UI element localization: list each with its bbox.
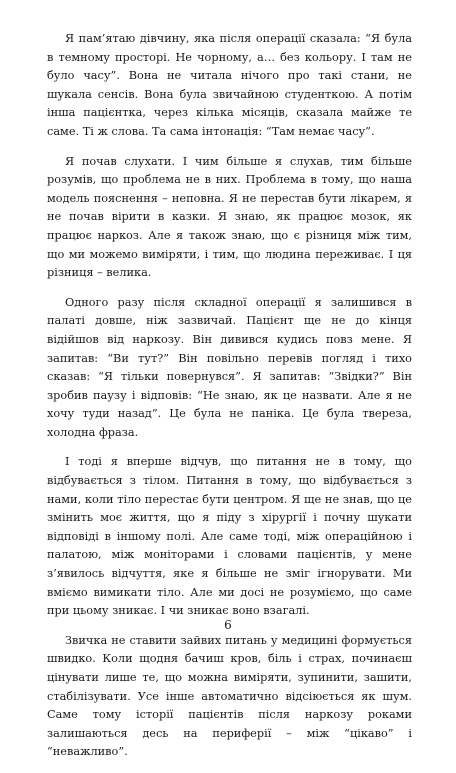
- paragraph: Звичка не ставити зайвих питань у медицині формується швидко. Коли щодня бачиш кров, біль і страх, починаєш цінувати лише те, що можна виміряти, зупинити, зашити, стабілізувати. Усе інше автоматично відсіюється як шум. Саме тому історії пацієнтів після наркозу роками залишаються десь на периферії – між “цікаво” і “неважливо”.: [47, 633, 412, 759]
- paragraph: Я пам’ятаю дівчину, яка після операції сказала: “Я була в темному просторі. Не чорному, а… без кольору. І там не було часу”. Вона не читала нічого про такі стани, не шукала сенсів. Вона була звичайною студенткою. А потім інша пацієнтка, через кілька місяців, сказала майже те саме. Ті ж слова. Та сама інтонація: “Там немає часу”.: [47, 32, 412, 138]
- page-body: [47, 30, 412, 773]
- paragraph: І тоді я вперше відчув, що питання не в тому, що відбувається з тілом. Питання в тому, що відбувається з нами, коли тіло перестає бути центром. Я ще не знав, що це змінить моє життя, що я піду з хірургії і почну шукати відповіді в іншому полі. Але саме тоді, між операційною і палатою, між моніторами і словами пацієнтів, у мене з’явилось відчуття, яке я більше не зміг ігнорувати. Ми вміємо вимикати тіло. Але ми досі не розуміємо, що саме при цьому зникає. І чи зникає воно взагалі.: [47, 455, 412, 618]
- paragraph: Одного разу після складної операції я залишився в палаті довше, ніж зазвичай. Пацієнт ще не до кінця відійшов від наркозу. Він дивився кудись повз мене. Я запитав: “Ви тут?” Він повільно перевів погляд і тихо сказав: “Я тільки повернувся”. Я запитав: “Звідки?” Він зробив паузу і відповів: “Не знаю, як це назвати. Але я не хочу туди назад”. Це була не паніка. Це була твереза, холодна фраза.: [47, 295, 412, 439]
- paragraph: Я почав слухати. І чим більше я слухав, тим більше розумів, що проблема не в них. Проблема в тому, що наша модель пояснення – неповна. Я не перестав бути лікарем, я не почав вірити в казки. Я знаю, як працює мозок, як працює наркоз. Але я також знаю, що є різниця між тим, що ми можемо виміряти, і тим, що людина переживає. І ця різниця – велика.: [47, 154, 412, 280]
- page-number: 6: [224, 618, 232, 632]
